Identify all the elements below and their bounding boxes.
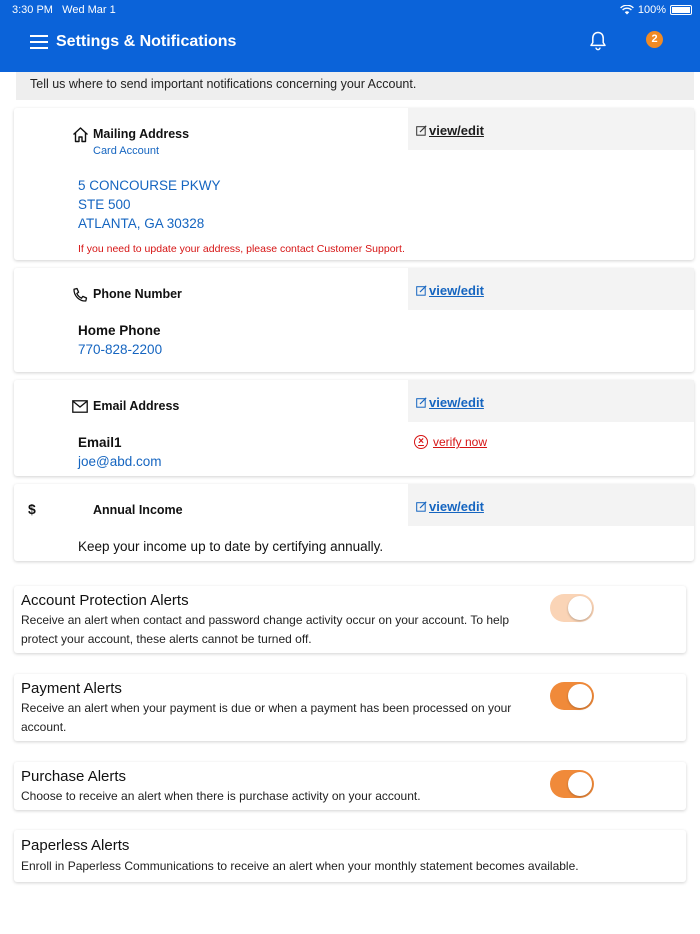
email-view-edit-label[interactable]: view/edit (429, 395, 484, 410)
intro-text: Tell us where to send important notifications concerning your Account. (16, 72, 694, 100)
annual-income-card (14, 484, 694, 561)
mailing-address-heading: Mailing Address (93, 127, 190, 141)
phone-view-edit-link[interactable] (416, 283, 484, 298)
alert-title: Account Protection Alerts (21, 592, 189, 609)
battery-percent: 100% (637, 4, 666, 16)
alert-card-account-protection (14, 586, 686, 653)
alert-card-purchase (14, 762, 686, 810)
home-icon (72, 126, 89, 143)
notification-badge[interactable]: 2 (646, 31, 663, 48)
phone-number-card (14, 268, 694, 372)
mailing-view-edit-label[interactable]: view/edit (429, 123, 484, 138)
mailing-view-edit-link[interactable] (416, 123, 484, 138)
alert-card-payment (14, 674, 686, 741)
payment-alerts-toggle[interactable] (550, 682, 594, 710)
edit-icon (416, 501, 427, 512)
email-value: joe@abd.com (78, 454, 162, 469)
alert-title: Paperless Alerts (21, 837, 130, 854)
income-view-edit-link[interactable] (416, 499, 484, 514)
address-update-notice: If you need to update your address, please contact Customer Support. (78, 243, 405, 255)
edit-icon (416, 285, 427, 296)
alert-description: Receive an alert when contact and password change activity occur on your account. To help protect your account, these alerts cannot be turned off. (21, 613, 510, 646)
alert-title: Payment Alerts (21, 680, 122, 697)
phone-value: 770-828-2200 (78, 342, 163, 357)
verify-now-link[interactable] (414, 435, 487, 449)
income-certify-note: Keep your income up to date by certifying annually. (78, 539, 384, 554)
verify-now-label[interactable]: verify now (433, 435, 488, 449)
status-clock: 3:30 PM (12, 4, 53, 16)
page-title: Settings & Notifications (56, 33, 237, 50)
wifi-icon (620, 5, 634, 15)
app-header (0, 0, 700, 72)
alert-description: Enroll in Paperless Communications to receive an alert when your monthly statement becomes available. (21, 859, 579, 873)
annual-income-heading: Annual Income (93, 503, 183, 517)
battery-icon (670, 5, 692, 15)
phone-number-heading: Phone Number (93, 287, 182, 301)
bell-icon[interactable] (588, 30, 608, 52)
alert-description: Receive an alert when your payment is due or when a payment has been processed on your account. (21, 701, 512, 734)
hamburger-menu-icon[interactable] (30, 35, 48, 49)
status-indicators (620, 4, 692, 16)
alert-card-paperless (14, 830, 686, 882)
email-address-card (14, 380, 694, 476)
status-time (12, 4, 116, 16)
email-address-heading: Email Address (93, 399, 180, 413)
alert-title: Purchase Alerts (21, 768, 127, 785)
address-line-2: STE 500 (78, 197, 131, 212)
purchase-alerts-toggle[interactable] (550, 770, 594, 798)
alert-description: Choose to receive an alert when there is purchase activity on your account. (21, 789, 421, 803)
address-line-1: 5 CONCOURSE PKWY (78, 178, 221, 193)
edit-icon (416, 397, 427, 408)
card-account-label: Card Account (93, 145, 160, 157)
email-type-label: Email1 (78, 435, 122, 450)
income-view-edit-label[interactable]: view/edit (429, 499, 484, 514)
account-protection-toggle (550, 594, 594, 622)
error-circle-icon: × (414, 435, 428, 449)
phone-type-label: Home Phone (78, 323, 161, 338)
mailing-address-card (14, 108, 694, 260)
status-date: Wed Mar 1 (62, 4, 116, 16)
address-line-3: ATLANTA, GA 30328 (78, 216, 205, 231)
dollar-icon: $ (28, 501, 36, 517)
phone-icon (72, 287, 88, 303)
envelope-icon (72, 400, 88, 413)
email-view-edit-link[interactable] (416, 395, 484, 410)
phone-view-edit-label[interactable]: view/edit (429, 283, 484, 298)
edit-icon (416, 125, 427, 136)
